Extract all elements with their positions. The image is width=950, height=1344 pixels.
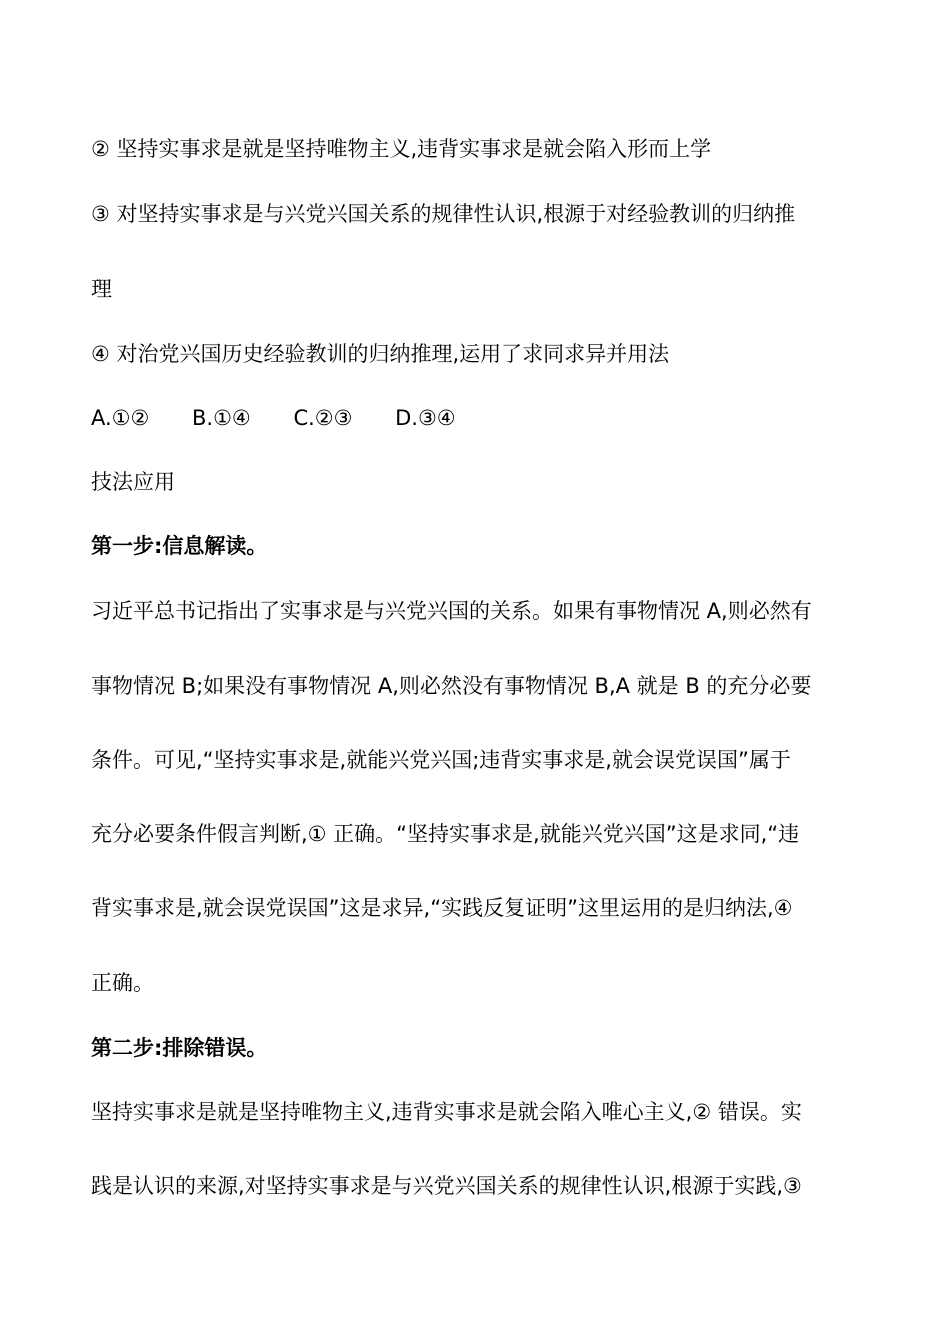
option-b: B.①④ [192, 406, 251, 430]
step-2-line-2: 践是认识的来源,对坚持实事求是与兴党兴国关系的规律性认识,根源于实践,③ [91, 1174, 802, 1198]
statement-3-line-2: 理 [91, 277, 112, 301]
step-2-line-1: 坚持实事求是就是坚持唯物主义,违背实事求是就会陷入唯心主义,② 错误。实 [91, 1100, 802, 1124]
step-1-title: 第一步:信息解读。 [91, 534, 268, 558]
step-1-line-5: 背实事求是,就会误党误国”这是求异,“实践反复证明”这里运用的是归纳法,④ [91, 896, 793, 920]
answer-options [91, 403, 456, 433]
statement-2: ② 坚持实事求是就是坚持唯物主义,违背实事求是就会陷入形而上学 [91, 137, 712, 161]
section-title: 技法应用 [91, 470, 175, 494]
step-2-title: 第二步:排除错误。 [91, 1036, 268, 1060]
step-1-line-1: 习近平总书记指出了实事求是与兴党兴国的关系。如果有事物情况 A,则必然有 [91, 599, 812, 623]
statement-4: ④ 对治党兴国历史经验教训的归纳推理,运用了求同求异并用法 [91, 342, 670, 366]
option-a: A.①② [91, 406, 150, 430]
step-1-line-4: 充分必要条件假言判断,① 正确。“坚持实事求是,就能兴党兴国”这是求同,“违 [91, 822, 800, 846]
step-1-line-6: 正确。 [91, 971, 154, 995]
statement-3-line-1: ③ 对坚持实事求是与兴党兴国关系的规律性认识,根源于对经验教训的归纳推 [91, 202, 796, 226]
step-1-line-2: 事物情况 B;如果没有事物情况 A,则必然没有事物情况 B,A 就是 B 的充分必要 [91, 674, 812, 698]
step-1-line-3: 条件。可见,“坚持实事求是,就能兴党兴国;违背实事求是,就会误党误国”属于 [91, 748, 791, 772]
option-d: D.③④ [395, 406, 456, 430]
option-c: C.②③ [293, 406, 353, 430]
